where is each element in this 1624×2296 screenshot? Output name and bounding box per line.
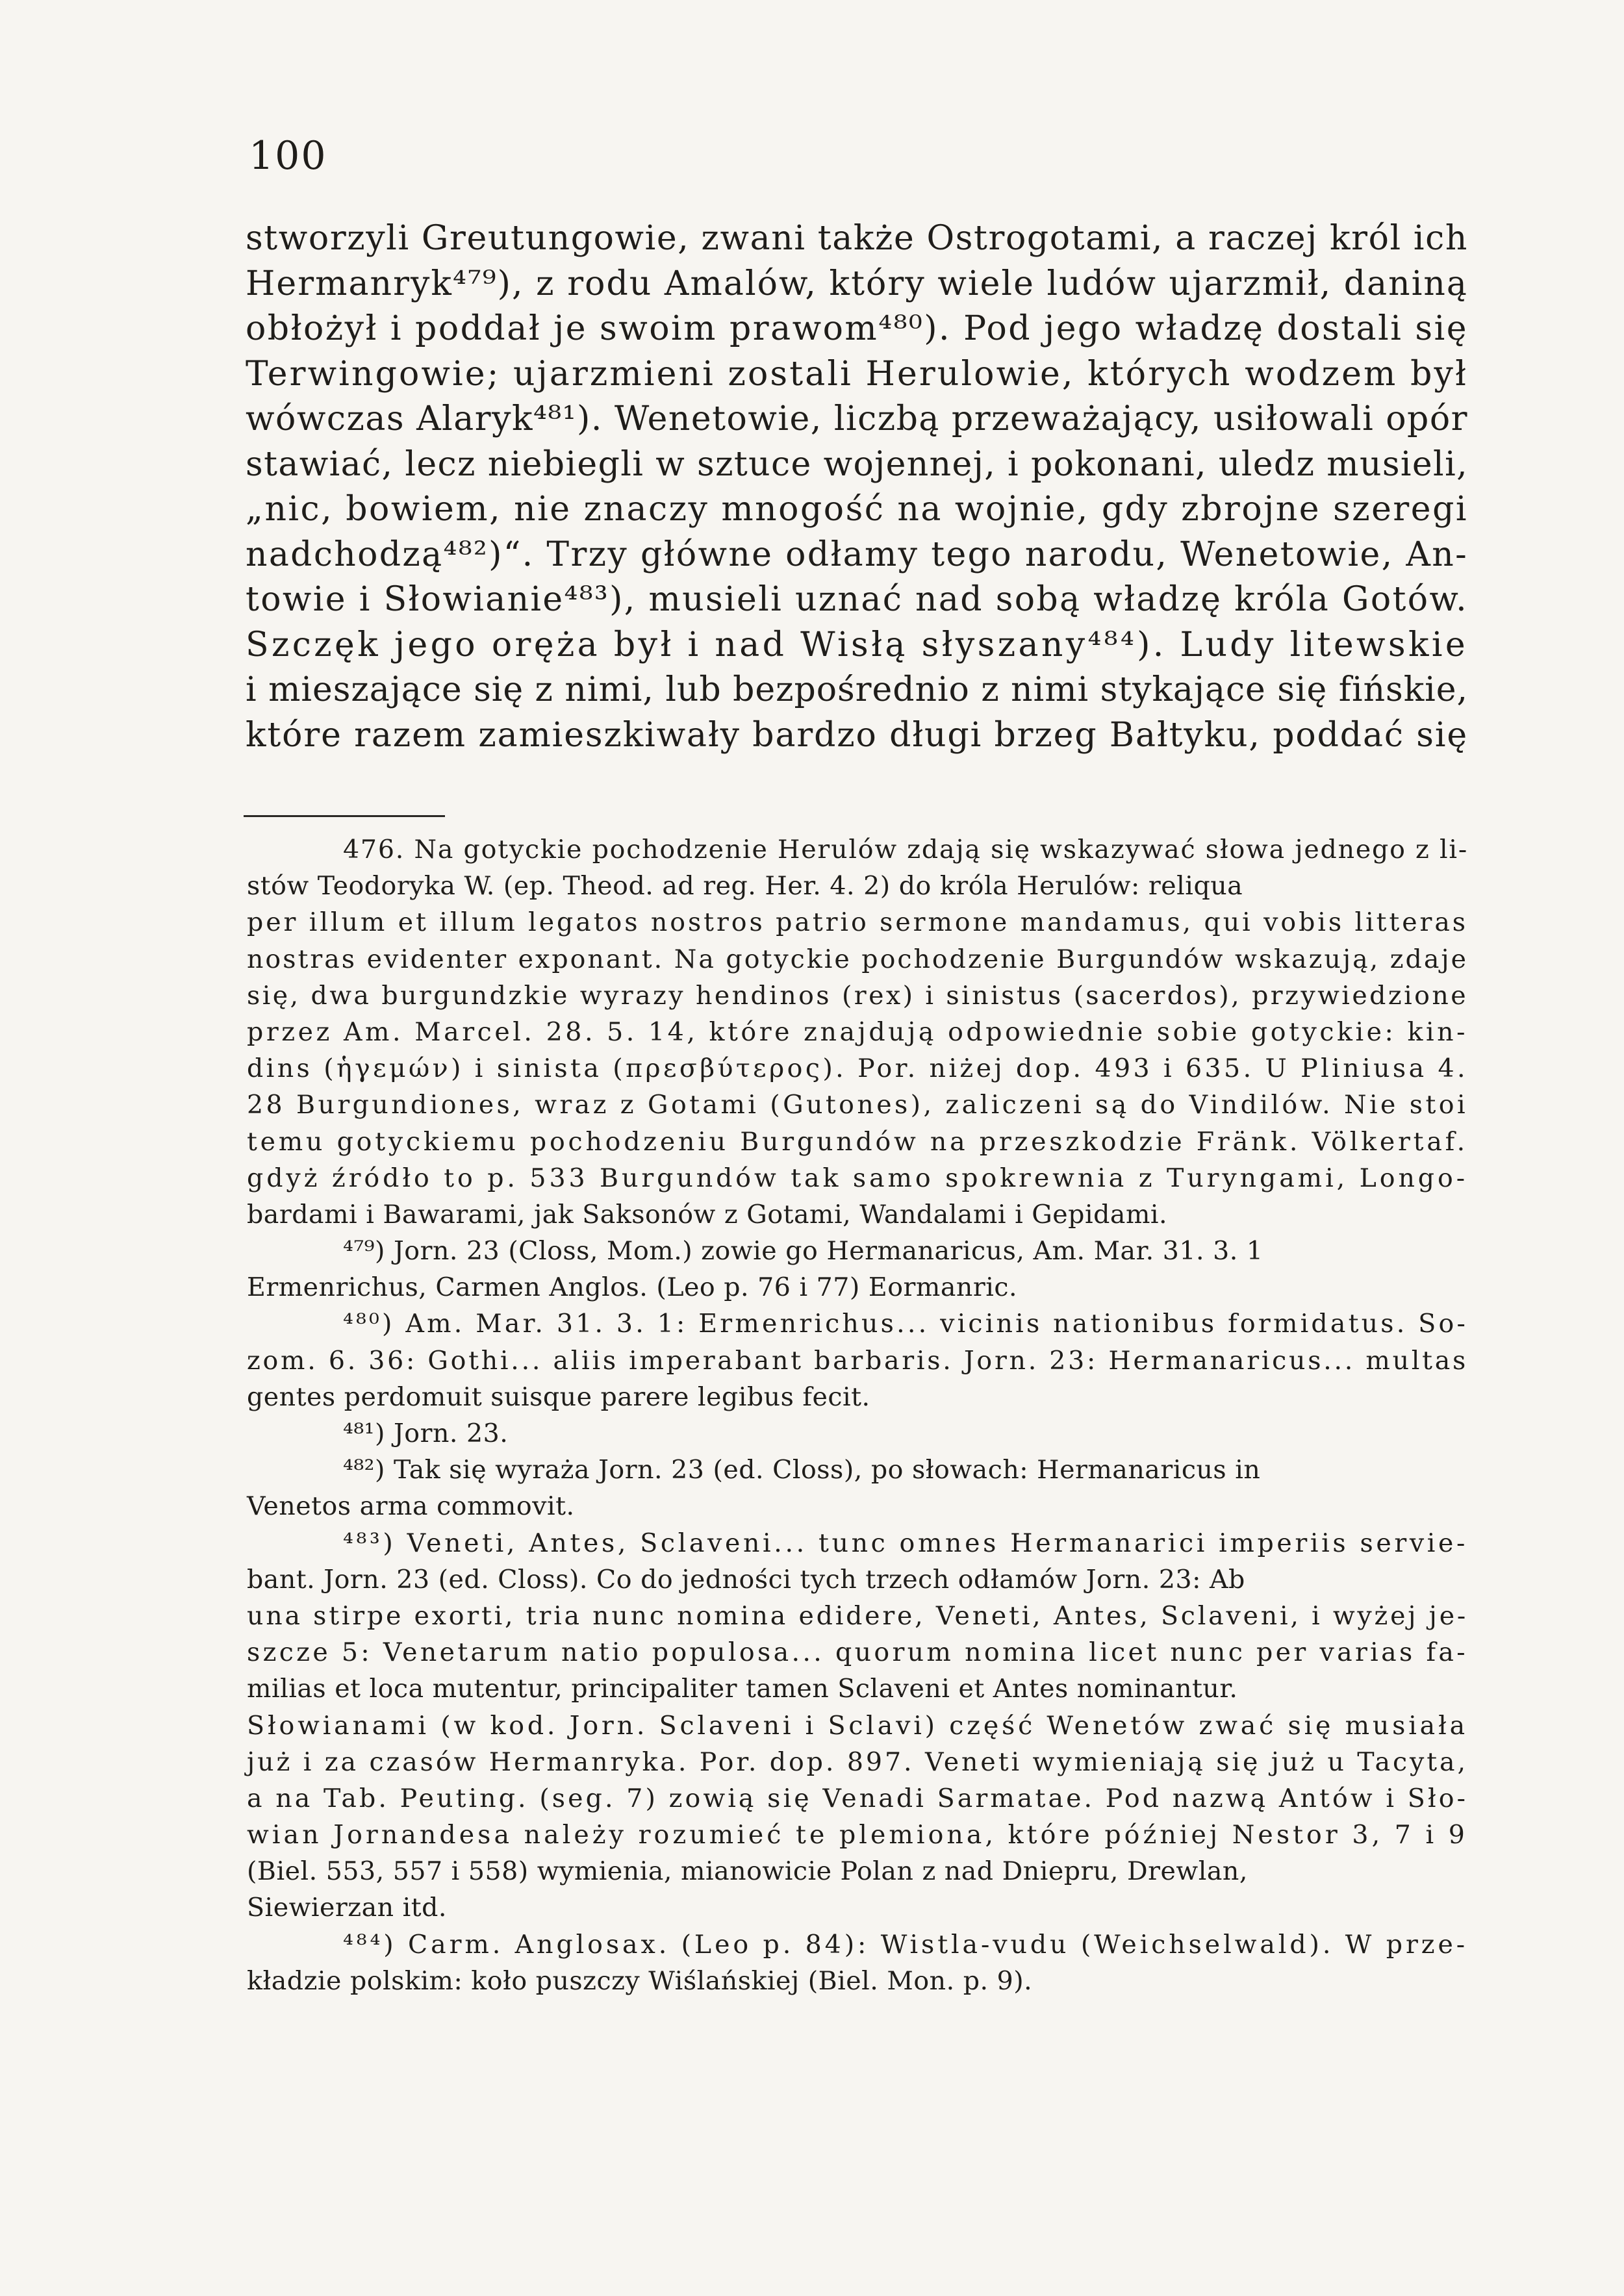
footnote-line: się, dwa burgundzkie wyrazy hendinos (rex) i sinistus (sacerdos), przywiedzione [247, 980, 1468, 1011]
footnote-line: (Biel. 553, 557 i 558) wymienia, mianowicie Polan z nad Dniepru, Drewlan, [247, 1856, 1248, 1887]
text-line: Hermanryk⁴⁷⁹), z rodu Amalów, który wiele ludów ujarzmił, daniną [246, 264, 1468, 303]
footnote-line: nostras evidenter exponant. Na gotyckie pochodzenie Burgundów wskazują, zdaje [247, 944, 1468, 974]
footnote-line: temu gotyckiemu pochodzeniu Burgundów na przeszkodzie Fränk. Völkertaf. [247, 1126, 1468, 1157]
text-line: wówczas Alaryk⁴⁸¹). Wenetowie, liczbą przeważający, usiłowali opór [246, 399, 1468, 438]
footnote-line: ⁴⁸⁴) Carm. Anglosax. (Leo p. 84): Wistla-vudu (Weichselwald). W prze- [343, 1929, 1468, 1960]
text-line: Szczęk jego oręża był i nad Wisłą słyszany⁴⁸⁴). Ludy litewskie [246, 625, 1468, 664]
text-line: stawiać, lecz niebiegli w sztuce wojennej, i pokonani, uledz musieli, [246, 444, 1468, 484]
footnote-line: szcze 5: Venetarum natio populosa... quorum nomina licet nunc per varias fa- [247, 1637, 1468, 1668]
footnote-line: dins (ἡγεμών) i sinista (πρεσβύτερος). Por. niżej dop. 493 i 635. U Pliniusa 4. [247, 1053, 1468, 1084]
text-line: stworzyli Greutungowie, zwani także Ostrogotami, a raczej król ich [246, 219, 1468, 258]
text-line: które razem zamieszkiwały bardzo długi brzeg Bałtyku, poddać się [246, 715, 1468, 755]
footnote-line: Siewierzan itd. [247, 1893, 447, 1923]
footnote-line: wian Jornandesa należy rozumieć te plemiona, które później Nestor 3, 7 i 9 [247, 1820, 1468, 1850]
footnote-line: kładzie polskim: koło puszczy Wiślańskiej (Biel. Mon. p. 9). [247, 1965, 1033, 1996]
footnote-line: gentes perdomuit suisque parere legibus fecit. [247, 1381, 870, 1412]
footnote-line: Venetos arma commovit. [247, 1491, 575, 1522]
footnote-line: gdyż źródło to p. 533 Burgundów tak samo spokrewnia z Turyngami, Longo- [247, 1163, 1468, 1193]
footnote-line: ⁴⁸²) Tak się wyraża Jorn. 23 (ed. Closs), po słowach: Hermanaricus in [343, 1455, 1261, 1485]
text-line: obłożył i poddał je swoim prawom⁴⁸⁰). Pod jego władzę dostali się [246, 309, 1468, 348]
footnote-line: Ermenrichus, Carmen Anglos. (Leo p. 76 i 77) Eormanric. [247, 1272, 1018, 1303]
footnote-line: przez Am. Marcel. 28. 5. 14, które znajdują odpowiednie sobie gotyckie: kin- [247, 1016, 1468, 1047]
footnote-line: zom. 6. 36: Gothi... aliis imperabant barbaris. Jorn. 23: Hermanaricus... multas [247, 1345, 1468, 1376]
text-line: i mieszające się z nimi, lub bezpośrednio z nimi stykające się fińskie, [246, 670, 1468, 709]
footnote-line: milias et loca mutentur, principaliter tamen Sclaveni et Antes nominantur. [247, 1674, 1238, 1704]
footnotes [247, 831, 1468, 1999]
footnote-line: Słowianami (w kod. Jorn. Sclaveni i Sclavi) część Wenetów zwać się musiała [247, 1710, 1468, 1741]
footnote-line: ⁴⁸¹) Jorn. 23. [343, 1419, 509, 1448]
footnote-line: 28 Burgundiones, wraz z Gotami (Gutones), zaliczeni są do Vindilów. Nie stoi [247, 1090, 1468, 1120]
footnote-line: una stirpe exorti, tria nunc nomina edidere, Veneti, Antes, Sclaveni, i wyżej je- [247, 1600, 1468, 1631]
footnote-line: ⁴⁸⁰) Am. Mar. 31. 3. 1: Ermenrichus... vicinis nationibus formidatus. So- [343, 1309, 1468, 1339]
footnote-line: bardami i Bawarami, jak Saksonów z Gotami, Wandalami i Gepidami. [247, 1199, 1168, 1230]
text-line: nadchodzą⁴⁸²)“. Trzy główne odłamy tego narodu, Wenetowie, An- [246, 535, 1468, 574]
text-line: Terwingowie; ujarzmieni zostali Herulowie, których wodzem był [246, 354, 1468, 394]
footnote-line: ⁴⁷⁹) Jorn. 23 (Closs, Mom.) zowie go Hermanaricus, Am. Mar. 31. 3. 1 [343, 1236, 1263, 1267]
text-line: „nic, bowiem, nie znaczy mnogość na wojnie, gdy zbrojne szeregi [246, 490, 1468, 529]
footnote-line: bant. Jorn. 23 (ed. Closs). Co do jedności tych trzech odłamów Jorn. 23: Ab [247, 1564, 1245, 1595]
main-text [246, 216, 1468, 758]
footnote-line: per illum et illum legatos nostros patrio sermone mandamus, qui vobis litteras [247, 907, 1468, 938]
footnote-line: już i za czasów Hermanryka. Por. dop. 897. Veneti wymieniają się już u Tacyta, [247, 1747, 1468, 1777]
text-line: towie i Słowianie⁴⁸³), musieli uznać nad sobą władzę króla Gotów. [246, 580, 1468, 619]
footnote-line: 476. Na gotyckie pochodzenie Herulów zdają się wskazywać słowa jednego z li- [343, 835, 1468, 864]
footnote-line: stów Teodoryka W. (ep. Theod. ad reg. Her. 4. 2) do króla Herulów: reliqua [247, 871, 1243, 902]
footnote-line: a na Tab. Peuting. (seg. 7) zowią się Venadi Sarmatae. Pod nazwą Antów i Sło- [247, 1783, 1468, 1813]
page-number: 100 [249, 133, 327, 179]
footnote-separator [244, 815, 445, 817]
footnote-line: ⁴⁸³) Veneti, Antes, Sclaveni... tunc omnes Hermanarici imperiis servie- [343, 1528, 1468, 1558]
